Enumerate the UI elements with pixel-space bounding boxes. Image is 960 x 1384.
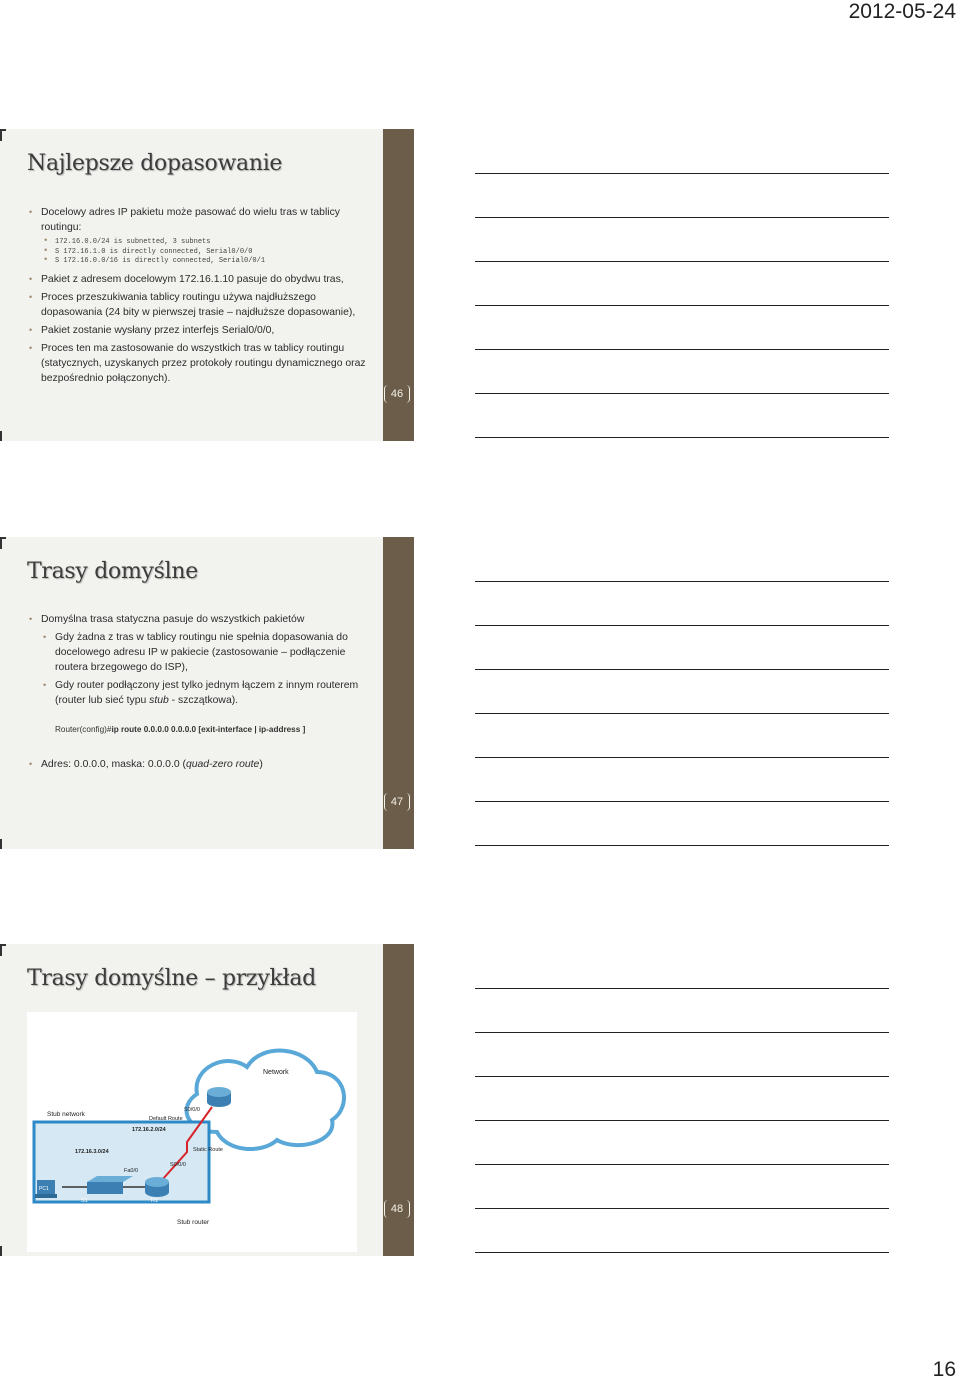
diagram-label-s000-top: S0/0/0 xyxy=(184,1107,200,1113)
route-entry: • S 172.16.1.0 is directly connected, Serial0/0/0 xyxy=(29,248,374,258)
slide-46 xyxy=(0,129,414,441)
route-entry: • S 172.16.0.0/16 is directly connected, Serial0/0/1 xyxy=(29,257,374,267)
page-date: 2012-05-24 xyxy=(848,0,956,23)
slide-corner xyxy=(0,1246,6,1256)
diagram-label-r1: R1 xyxy=(151,1198,159,1204)
sub-bullet-item: • Gdy żadna z tras w tablicy routingu nie spełnia dopasowania do docelowego adresu IP w pakiecie (zastosowanie – podłączenie routera brzegowego do ISP), xyxy=(29,630,374,675)
slide-corner xyxy=(0,537,6,549)
router-r1-icon xyxy=(145,1177,169,1197)
route-entry: • 172.16.0.0/24 is subnetted, 3 subnets xyxy=(29,238,374,248)
bullet-item: • Pakiet zostanie wysłany przez interfejs Serial0/0/0, xyxy=(29,323,374,338)
diagram-label-net-172-16-2: 172.16.2.0/24 xyxy=(132,1127,166,1133)
slide-number: 47 xyxy=(384,793,410,811)
command-syntax: Router(config)#ip route 0.0.0.0 0.0.0.0 [exit-interface | ip-address ] xyxy=(55,725,306,734)
slide-title: Najlepsze dopasowanie xyxy=(27,151,283,176)
slide-number: 46 xyxy=(384,385,410,403)
slide-bullets xyxy=(29,612,374,775)
slide-corner xyxy=(0,839,6,849)
slide-title: Trasy domyślne – przykład xyxy=(27,966,316,991)
diagram-label-stub-network: Stub network xyxy=(47,1111,85,1118)
bullet-item: • Docelowy adres IP pakietu może pasować do wielu tras w tablicy routingu: xyxy=(29,205,374,235)
bullet-item: • Proces ten ma zastosowanie do wszystkich tras w tablicy routingu (statycznych, uzyskanych przez protokoły routingu dynamicznego oraz bezpośrednio połączonych). xyxy=(29,341,374,386)
diagram-label-default-route: Default Route xyxy=(149,1116,183,1122)
slide-corner xyxy=(0,129,6,141)
slide-corner xyxy=(0,431,6,441)
diagram-label-stub-router: Stub router xyxy=(177,1219,210,1226)
diagram-label-s1: S1 xyxy=(81,1198,88,1204)
slide-number: 48 xyxy=(384,1200,410,1218)
bullet-item: • Domyślna trasa statyczna pasuje do wszystkich pakietów xyxy=(29,612,374,627)
diagram-label-net-172-16-3: 172.16.3.0/24 xyxy=(75,1149,109,1155)
bullet-item: • Adres: 0.0.0.0, maska: 0.0.0.0 (quad-zero route) xyxy=(29,757,374,772)
diagram-label-pc1: PC1 xyxy=(39,1186,49,1192)
diagram-label-network: Network xyxy=(263,1069,289,1076)
bullet-item: • Proces przeszukiwania tablicy routingu używa najdłuższego dopasowania (24 bity w pierwszej trasie – najdłuższe dopasowanie), xyxy=(29,290,374,320)
router-r2-icon xyxy=(207,1087,231,1107)
network-topology-diagram xyxy=(27,1012,357,1252)
diagram-label-fa00: Fa0/0 xyxy=(124,1168,139,1174)
slide-bullets xyxy=(29,205,374,389)
diagram-label-static-route: Static Route xyxy=(193,1147,223,1153)
slide-corner xyxy=(0,944,6,956)
slide-title: Trasy domyślne xyxy=(27,559,198,584)
bullet-item: • Pakiet z adresem docelowym 172.16.1.10 pasuje do obydwu tras, xyxy=(29,272,374,287)
page-number: 16 xyxy=(932,1358,956,1381)
diagram-label-s000-bottom: S0/0/0 xyxy=(170,1162,186,1168)
sub-bullet-item: • Gdy router podłączony jest tylko jednym łączem z innym routerem (router lub sieć typu stub - szczątkowa). xyxy=(29,678,374,708)
slide-47 xyxy=(0,537,414,849)
slide-48 xyxy=(0,944,414,1256)
diagram-label-r2: R2 xyxy=(213,1108,221,1114)
